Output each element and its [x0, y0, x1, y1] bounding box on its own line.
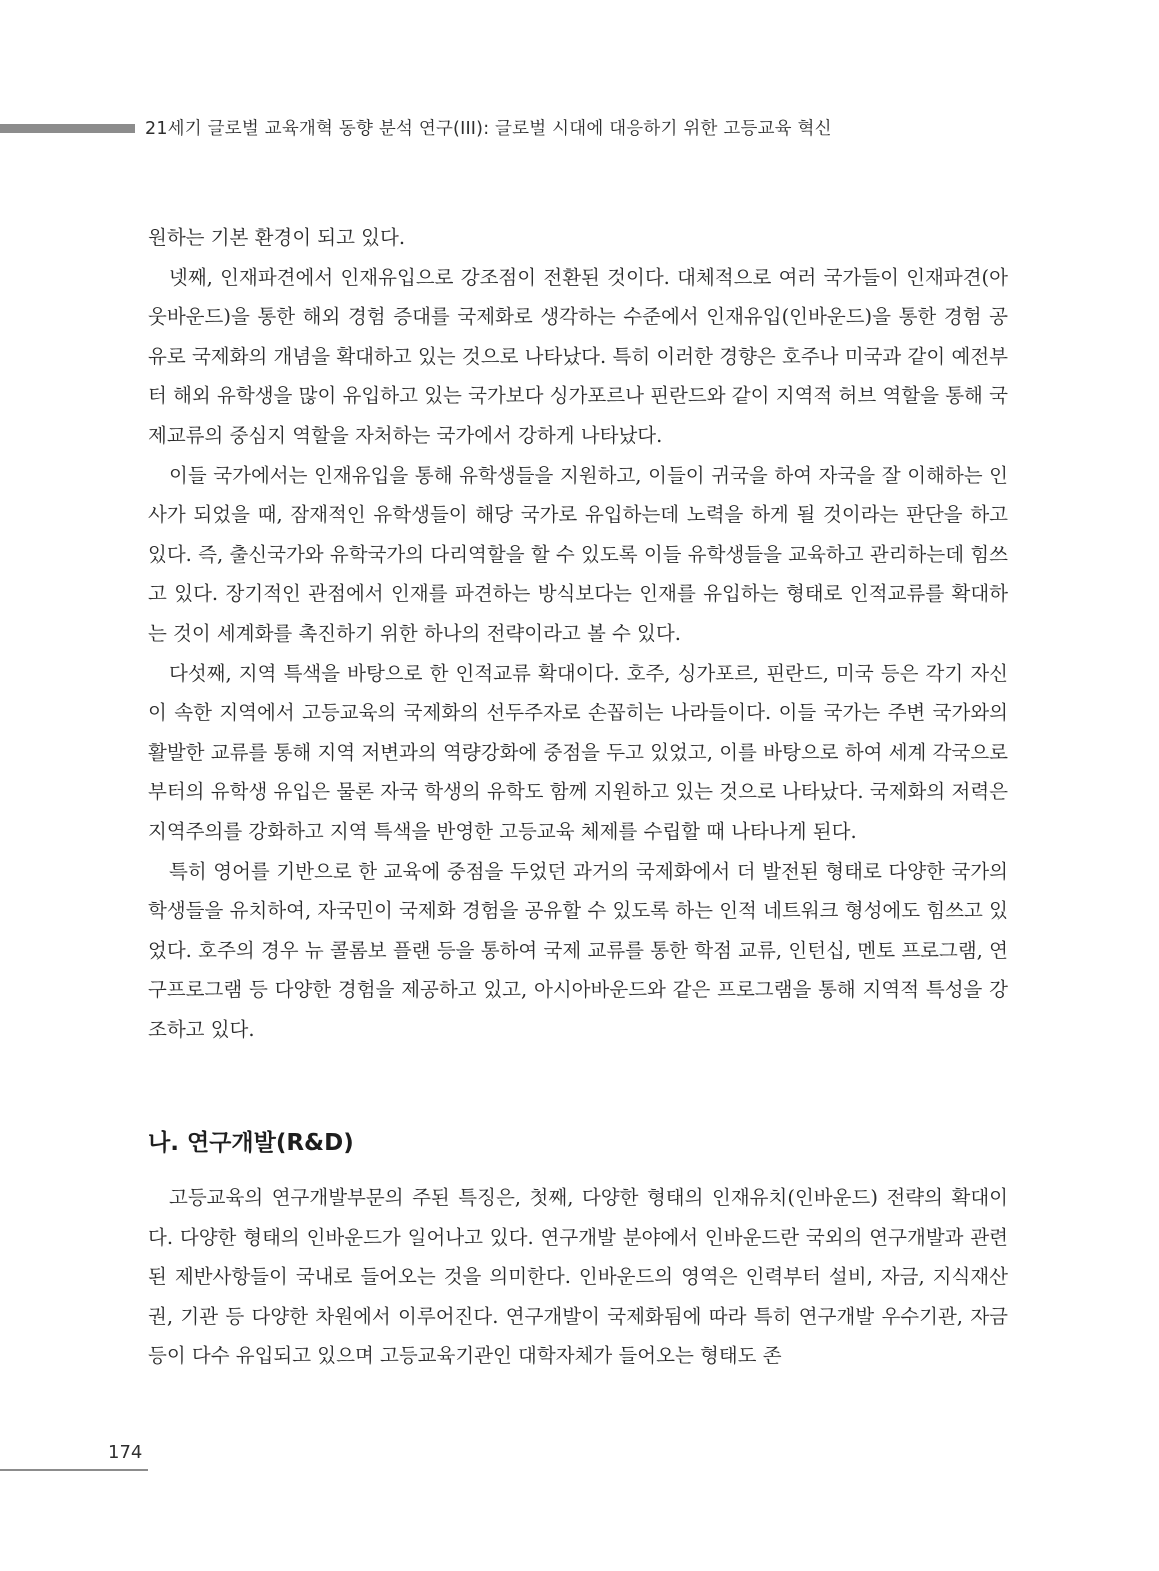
section-heading: 나. 연구개발(R&D): [148, 1130, 354, 1156]
paragraph-continuation: 원하는 기본 환경이 되고 있다.: [148, 226, 406, 249]
page-number: 174: [108, 1442, 143, 1463]
paragraph-english-network: 특히 영어를 기반으로 한 교육에 중점을 두었던 과거의 국제화에서 더 발전된 형태로 다양한 국가의 학생들을 유치하여, 자국민이 국제화 경험을 공유할 수 있도록 하는 인적 네트워크 형성에도 힘쓰고 있었다. 호주의 경우 뉴 콜롬보 플랜 등을 통하여 국제 교류를 통한 학점 교류, 인턴십, 멘토 프로그램, 연구프로그램 등 다양한 경험을 제공하고 있고, 아시아바운드와 같은 프로그램을 통해 지역적 특성을 강조하고 있다.: [148, 859, 1008, 1041]
paragraph-rnd: 고등교육의 연구개발부문의 주된 특징은, 첫째, 다양한 형태의 인재유치(인바운드) 전략의 확대이다. 다양한 형태의 인바운드가 일어나고 있다. 연구개발 분야에서 인바운드란 국외의 연구개발과 관련된 제반사항들이 국내로 들어오는 것을 의미한다. 인바운드의 영역은 인력부터 설비, 자금, 지식재산권, 기관 등 다양한 차원에서 이루어진다. 연구개발이 국제화됨에 따라 특히 연구개발 우수기관, 자금 등이 다수 유입되고 있으며 고등교육기관인 대학자체가 들어오는 형태도 존: [148, 1186, 1008, 1368]
footer-rule: [0, 1469, 148, 1471]
body-text: [148, 218, 1008, 1049]
paragraph-inbound-strategy: 이들 국가에서는 인재유입을 통해 유학생들을 지원하고, 이들이 귀국을 하여 자국을 잘 이해하는 인사가 되었을 때, 잠재적인 유학생들이 해당 국가로 유입하는데 노력을 하게 될 것이라는 판단을 하고 있다. 즉, 출신국가와 유학국가의 다리역할을 할 수 있도록 이들 유학생들을 교육하고 관리하는데 힘쓰고 있다. 장기적인 관점에서 인재를 파견하는 방식보다는 인재를 유입하는 형태로 인적교류를 확대하는 것이 세계화를 촉진하기 위한 하나의 전략이라고 볼 수 있다.: [148, 463, 1008, 645]
header-accent-bar: [0, 124, 135, 133]
section-body: [148, 1178, 1008, 1376]
paragraph-fourth-point: 넷째, 인재파견에서 인재유입으로 강조점이 전환된 것이다. 대체적으로 여러 국가들이 인재파견(아웃바운드)을 통한 해외 경험 증대를 국제화로 생각하는 수준에서 인재유입(인바운드)을 통한 경험 공유로 국제화의 개념을 확대하고 있는 것으로 나타났다. 특히 이러한 경향은 호주나 미국과 같이 예전부터 해외 유학생을 많이 유입하고 있는 국가보다 싱가포르나 핀란드와 같이 지역적 허브 역할을 통해 국제교류의 중심지 역할을 자처하는 국가에서 강하게 나타났다.: [148, 265, 1008, 447]
running-header-title: 21세기 글로벌 교육개혁 동향 분석 연구(III): 글로벌 시대에 대응하기 위한 고등교육 혁신: [145, 119, 832, 139]
paragraph-fifth-point: 다섯째, 지역 특색을 바탕으로 한 인적교류 확대이다. 호주, 싱가포르, 핀란드, 미국 등은 각기 자신이 속한 지역에서 고등교육의 국제화의 선두주자로 손꼽히는 나라들이다. 이들 국가는 주변 국가와의 활발한 교류를 통해 지역 저변과의 역량강화에 중점을 두고 있었고, 이를 바탕으로 하여 세계 각국으로부터의 유학생 유입은 물론 자국 학생의 유학도 함께 지원하고 있는 것으로 나타났다. 국제화의 저력은 지역주의를 강화하고 지역 특색을 반영한 고등교육 체제를 수립할 때 나타나게 된다.: [148, 661, 1008, 843]
